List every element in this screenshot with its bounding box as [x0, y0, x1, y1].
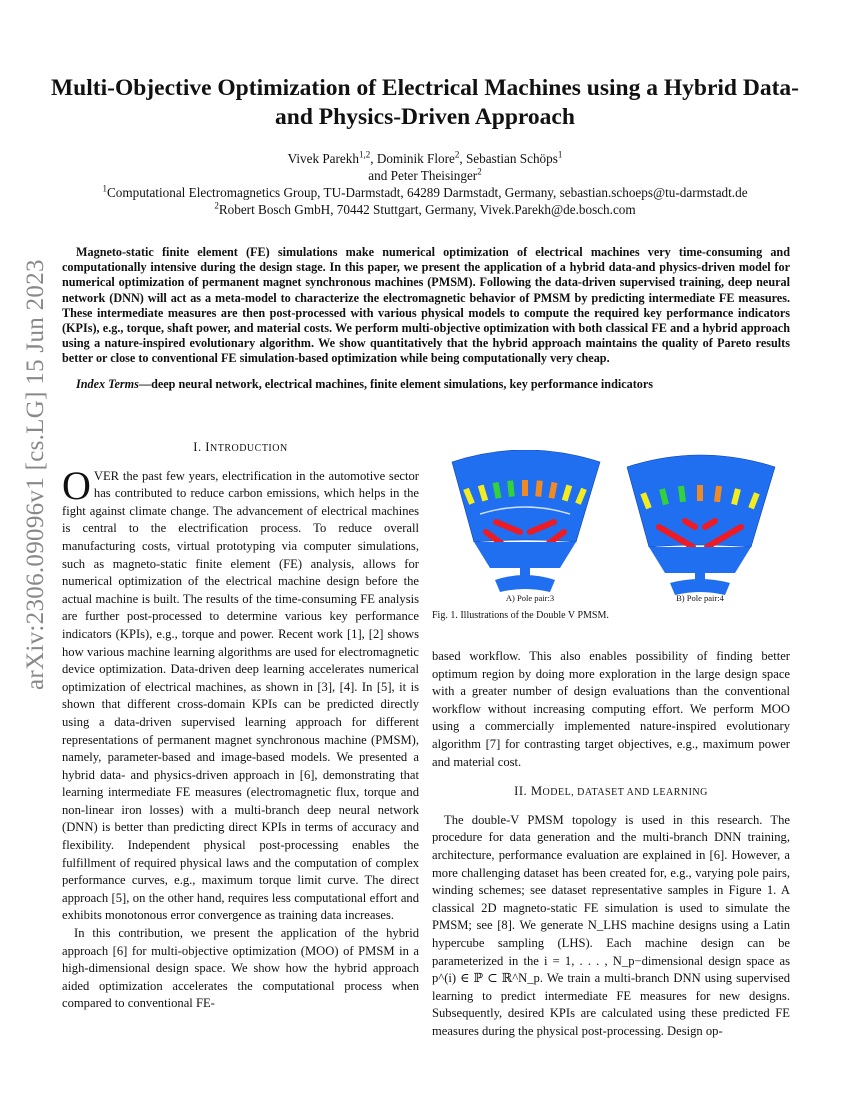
model-paragraph-1: The double-V PMSM topology is used in this research. The procedure for data generation and the multi-branch DNN training, architecture, performance evaluation are explained in [6]. However, a more challenging dataset has been created for, e.g., varying pole pairs, winding schemes; see dataset representative samples in Figure 1. A classical 2D magneto-static FE simulation is used to simulate the PMSM; see [8]. We generate N_LHS machine designs using a Latin hypercube sampling (LHS). Each machine design can be parameterized in the i = 1, . . . , N_p−dimensional design space as p^(i) ∈ ℙ ⊂ ℝ^N_p. We train a multi-branch DNN using supervised learning to predict intermediate FE measures for new designs. Subsequently, desired KPIs are calculated using these predicted FE measures during the physical post-processing. Design op-: [432, 812, 790, 1038]
author-affil: 1: [557, 149, 563, 160]
coil-slot: [522, 480, 528, 496]
figure-label-a: A) Pole pair:3: [505, 593, 555, 603]
separator: ,: [459, 151, 466, 166]
paper-title: Multi-Objective Optimization of Electrical Machines using a Hybrid Data-and Physics-Driven Approach: [51, 75, 799, 130]
section-heading-introduction: [62, 439, 419, 458]
affil-mark: 2: [214, 200, 219, 211]
author-name: Sebastian Schöps: [465, 151, 558, 166]
index-terms-text: —deep neural network, electrical machines, finite element simulations, key performance indicators: [138, 377, 654, 391]
left-column: [62, 439, 419, 1013]
pmsm-pole-pair-4: [627, 455, 775, 595]
intro-paragraph-2: In this contribution, we present the application of the hybrid approach [6] for multi-objective optimization (MOO) of PMSM in a high-dimensional design space. We show how the hybrid approach aided optimization accelerates the computational process when compared to conventional FE-: [62, 926, 419, 1011]
drop-cap: O: [62, 462, 91, 508]
authors-line-2: [40, 167, 810, 184]
section-title-rest: NTRODUCTION: [209, 443, 288, 454]
intro-paragraph-3: based workflow. This also enables possibility of finding better optimum region by doing more exploration in the large design space with a greater number of design evaluations than the conventional workflow without increasing computing effort. We perform MOO using a commercially implemented nature-inspired evolutionary algorithm [7] for contrasting target objectives, e.g., maximum power and material cost.: [432, 649, 790, 769]
authors-line-1: [40, 150, 810, 167]
intro-paragraph-1: [62, 462, 419, 925]
affil-mark: 1: [102, 183, 107, 194]
affiliation-1: [40, 184, 810, 201]
figure-pmsm-illustration: [440, 450, 790, 610]
author-name: Vivek Parekh: [287, 151, 359, 166]
author-name: Dominik Flore: [376, 151, 455, 166]
section-heading-model: [432, 783, 790, 802]
author-name: and Peter Theisinger: [368, 168, 478, 183]
arxiv-identifier: arXiv:2306.09096v1 [cs.LG] 15 Jun 2023: [22, 259, 49, 690]
affil-text: Robert Bosch GmbH, 70442 Stuttgart, Germany, Vivek.Parekh@de.bosch.com: [218, 202, 636, 217]
section-title-rest: ODEL, DATASET AND LEARNING: [542, 787, 708, 799]
section-initial: I: [205, 440, 210, 454]
authors-block: [40, 150, 810, 218]
author-affil: 2: [477, 166, 482, 177]
section-initial: M: [530, 784, 543, 799]
index-terms: [62, 377, 790, 392]
index-terms-label: Index Terms: [76, 377, 139, 391]
abstract: Magneto-static finite element (FE) simulations make numerical optimization of electrical machines very time-consuming and computationally intensive during the design stage. In this paper, we present the application of a hybrid data-and physics-driven model for numerical optimization of permanent magnet synchronous machines (PMSM). Following the data-driven supervised training, deep neural network (DNN) will act as a meta-model to characterize the electromagnetic behavior of PMSM by predicting intermediate FE measures. These intermediate measures are then post-processed with various physical models to compute the required key performance indicators (KPIs), e.g., torque, shaft power, and material costs. We perform multi-objective optimization with both classical FE and a hybrid approach using a nature-inspired evolutionary algorithm. We show quantitatively that the hybrid approach maintains the quality of Pareto results better or close to conventional FE simulation-based optimization while being computationally very cheap.: [62, 245, 790, 366]
paragraph-text: VER the past few years, electrification in the automotive sector has contributed to reduce carbon emissions, which helps in the fight against climate change. The advancement of electrical machines is central to the electrification process. To reduce overall manufacturing costs, virtual prototyping via computer simulations, such as magneto-static finite element (FE) analysis, allows for numerical optimization of the electrical machine design before the actual machine is built. The results of the time-consuming FE analysis are further post-processed to determine various key performance indicators (KPIs), e.g., torque and power. Recent work [1], [2] shows how various machine learning algorithms are used for electromagnetic device optimization. Data-driven deep learning accelerates numerical optimization of electrical machines, as shown in [3], [4]. In [5], it is shown that different cross-domain KPIs can be predicted directly using a data-driven supervised learning approach for different representations of permanent magnet synchronous machine (PMSM), namely, parameter-based and image-based models. We presented a hybrid data- and physics-driven approach in [6], demonstrating that learning intermediate FE measures (electromagnetic flux, torque and non-linear iron losses) with a multi-branch deep neural network (DNN) is better than predicting direct KPIs in terms of accuracy and flexibility. Independent physical post-processing enables the fulfillment of required physical laws and the computation of complex performance curves, e.g., maximum torque limit curve. The direct approach [5], on the other hand, requires less computational effort and exhibits monotonous error convergence as training data increases.: [62, 468, 419, 923]
section-number: I.: [193, 440, 206, 454]
affil-text: Computational Electromagnetics Group, TU-Darmstadt, 64289 Darmstadt, Germany, sebastian.schoeps@tu-darmstadt.de: [106, 185, 748, 200]
coil-slot: [697, 485, 703, 501]
separator: ,: [370, 151, 377, 166]
section-number: II.: [514, 784, 531, 799]
figure-caption: Fig. 1. Illustrations of the Double V PMSM.: [432, 610, 609, 621]
author-affil: 2: [454, 149, 460, 160]
affiliation-2: [40, 201, 810, 218]
right-column: [432, 648, 790, 1040]
pmsm-pole-pair-3: [452, 450, 600, 592]
author-affil: 1,2: [358, 149, 371, 160]
figure-label-b: B) Pole pair:4: [676, 593, 724, 603]
